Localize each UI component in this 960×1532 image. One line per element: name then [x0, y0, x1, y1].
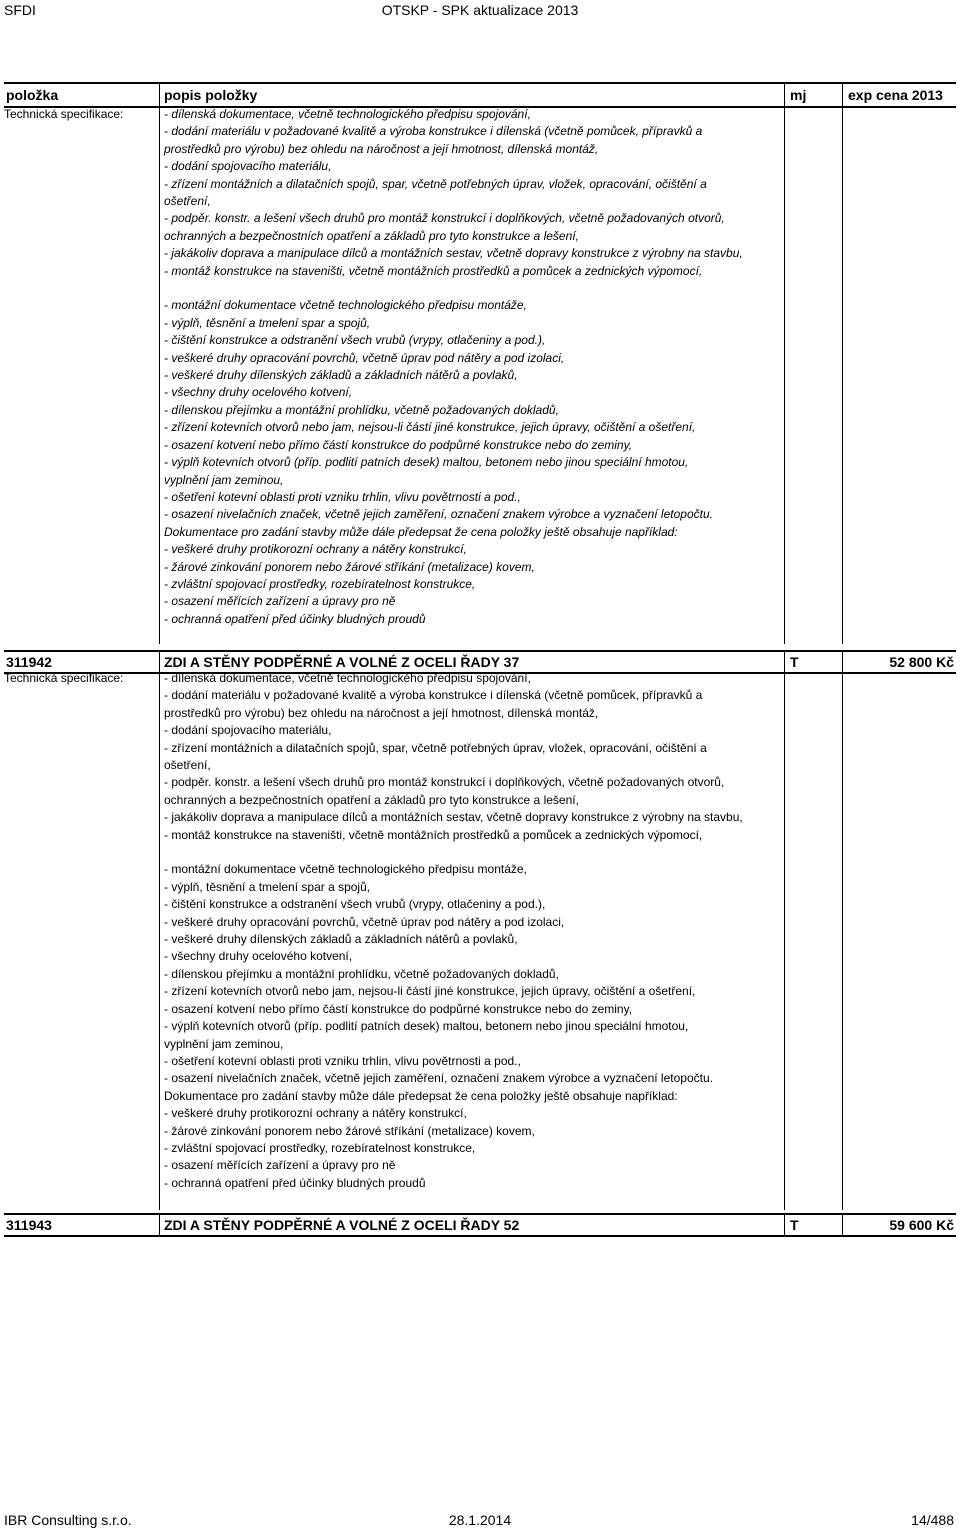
spec-line: ochranných a bezpečnostních opatření a základů pro tyto konstrukce a lešení,	[164, 792, 579, 807]
col-mj: mj	[790, 87, 807, 103]
spec-line: - všechny druhy ocelového kotvení,	[164, 949, 353, 964]
col-divider	[842, 84, 843, 106]
spec-line: - osazení měřících zařízení a úpravy pro ně	[164, 594, 396, 609]
spec-line	[164, 844, 780, 861]
spec-line: - veškeré druhy dílenských základů a základních nátěrů a povlaků,	[164, 932, 518, 947]
spec-line: - dodání materiálu v požadované kvalitě a výroba konstrukce i dílenská (včetně pomůcek, přípravků a	[164, 688, 703, 703]
item-price: 52 800 Kč	[889, 654, 954, 670]
spec-line: - veškeré druhy protikorozní ochrany a nátěry konstrukcí,	[164, 1106, 467, 1121]
item-code: 311943	[6, 1217, 52, 1233]
spec-line: Dokumentace pro zadání stavby může dále předepsat že cena položky ještě obsahuje například:	[164, 524, 678, 539]
spec-line: - montáž konstrukce na staveništi, včetně montážních prostředků a pomůcek a zednických výpomocí,	[164, 263, 703, 278]
page-header	[0, 0, 960, 22]
col-divider	[159, 104, 160, 644]
item-name: ZDI A STĚNY PODPĚRNÉ A VOLNÉ Z OCELI ŘADY 37	[164, 654, 520, 670]
spec-line: prostředků pro výrobu) bez ohledu na náročnost a její hmotnost, dílenská montáž,	[164, 141, 599, 156]
spec-text-block	[164, 106, 780, 628]
spec-line: - zřízení montážních a dilatačních spojů, spar, včetně potřebných úprav, vložek, opracování, očištění a	[164, 176, 707, 191]
col-divider	[784, 674, 785, 1210]
spec-line: - ošetření kotevní oblasti proti vzniku trhlin, vlivu povětrnosti a pod.,	[164, 489, 521, 504]
spec-line: - výplň, těsnění a tmelení spar a spojů,	[164, 879, 371, 894]
item-name: ZDI A STĚNY PODPĚRNÉ A VOLNÉ Z OCELI ŘADY 52	[164, 1217, 520, 1233]
header-org: SFDI	[4, 2, 36, 18]
col-divider	[842, 104, 843, 644]
page-footer	[0, 1512, 960, 1532]
spec-line: - zvláštní spojovací prostředky, rozebíratelnost konstrukce,	[164, 576, 476, 591]
spec-line: - jakákoliv doprava a manipulace dílců a montážních sestav, včetně dopravy konstrukce z výrobny na stavbu,	[164, 246, 743, 261]
spec-line: - dílenská dokumentace, včetně technologického předpisu spojování,	[164, 671, 531, 685]
spec-line: - osazení nivelačních značek, včetně jejich zaměření, označení znakem výrobce a vyznačení letopočtu.	[164, 507, 713, 522]
header-title: OTSKP - SPK aktualizace 2013	[381, 2, 579, 18]
spec-line: - výplň, těsnění a tmelení spar a spojů,	[164, 315, 371, 330]
spec-line: - zřízení kotevních otvorů nebo jam, nejsou-li částí jiné konstrukce, jejich úpravy, očištění a ošetření,	[164, 984, 696, 999]
spec-line: - veškeré druhy dílenských základů a základních nátěrů a povlaků,	[164, 368, 518, 383]
spec-line: - ochranná opatření před účinky bludných proudů	[164, 1175, 426, 1190]
col-polozka: položka	[6, 87, 59, 103]
spec-line: - dílenskou přejímku a montážní prohlídku, včetně požadovaných dokladů,	[164, 402, 559, 417]
footer-date: 28.1.2014	[448, 1512, 512, 1528]
spec-line: - žárové zinkování ponorem nebo žárové stříkání (metalizace) kovem,	[164, 559, 535, 574]
spec-line: - zřízení montážních a dilatačních spojů, spar, včetně potřebných úprav, vložek, opracování, očištění a	[164, 740, 707, 755]
spec-line: - veškeré druhy protikorozní ochrany a nátěry konstrukcí,	[164, 542, 467, 557]
spec-line: - čištění konstrukce a odstranění všech vrubů (vrypy, otlačeniny a pod.),	[164, 333, 546, 348]
spec-line: - dodání materiálu v požadované kvalitě a výroba konstrukce i dílenská (včetně pomůcek, přípravků a	[164, 124, 703, 139]
spec-line: vyplnění jam zeminou,	[164, 472, 284, 487]
spec-line: - jakákoliv doprava a manipulace dílců a montážních sestav, včetně dopravy konstrukce z výrobny na stavbu,	[164, 810, 743, 825]
spec-line: - zřízení kotevních otvorů nebo jam, nejsou-li částí jiné konstrukce, jejich úpravy, očištění a ošetření,	[164, 420, 696, 435]
spec-line: - osazení kotvení nebo přímo částí konstrukce do podpůrné konstrukce nebo do zeminy,	[164, 437, 633, 452]
spec-line: - dílenská dokumentace, včetně technologického předpisu spojování,	[164, 107, 531, 121]
spec-line: - výplň kotevních otvorů (příp. podlití patních desek) maltou, betonem nebo jinou speciální hmotou,	[164, 1019, 689, 1034]
spec-line: ošetření,	[164, 194, 211, 209]
spec-line: ochranných a bezpečnostních opatření a základů pro tyto konstrukce a lešení,	[164, 228, 579, 243]
col-popis: popis položky	[164, 87, 258, 103]
spec-line: - osazení měřících zařízení a úpravy pro ně	[164, 1158, 396, 1173]
item-price: 59 600 Kč	[889, 1217, 954, 1233]
spec-line: - dodání spojovacího materiálu,	[164, 723, 332, 738]
spec-line: - všechny druhy ocelového kotvení,	[164, 385, 353, 400]
spec-text-block	[164, 670, 780, 1192]
spec-line: prostředků pro výrobu) bez ohledu na náročnost a její hmotnost, dílenská montáž,	[164, 705, 599, 720]
spec-line: - ošetření kotevní oblasti proti vzniku trhlin, vlivu povětrnosti a pod.,	[164, 1053, 521, 1068]
col-cena: exp cena 2013	[848, 87, 943, 103]
spec-line: - montážní dokumentace včetně technologického předpisu montáže,	[164, 862, 527, 877]
spec-line: - žárové zinkování ponorem nebo žárové stříkání (metalizace) kovem,	[164, 1123, 535, 1138]
col-divider	[784, 84, 785, 106]
footer-company: IBR Consulting s.r.o.	[4, 1512, 132, 1528]
spec-line: - veškeré druhy opracování povrchů, včetně úprav pod nátěry a pod izolaci,	[164, 350, 565, 365]
spec-line: - montáž konstrukce na staveništi, včetně montážních prostředků a pomůcek a zednických výpomocí,	[164, 827, 703, 842]
spec-line: - veškeré druhy opracování povrchů, včetně úprav pod nátěry a pod izolaci,	[164, 914, 565, 929]
spec-line: - osazení kotvení nebo přímo částí konstrukce do podpůrné konstrukce nebo do zeminy,	[164, 1001, 633, 1016]
col-divider	[159, 84, 160, 106]
item-unit: T	[790, 1217, 799, 1233]
spec-line: - zvláštní spojovací prostředky, rozebíratelnost konstrukce,	[164, 1140, 476, 1155]
spec-line: - dodání spojovacího materiálu,	[164, 159, 332, 174]
footer-page-number: 14/488	[911, 1512, 954, 1528]
spec-label: Technická specifikace:	[4, 107, 124, 121]
spec-line	[164, 280, 780, 297]
spec-line: - montážní dokumentace včetně technologického předpisu montáže,	[164, 298, 527, 313]
col-divider	[842, 674, 843, 1210]
spec-line: - podpěr. konstr. a lešení všech druhů pro montáž konstrukcí i doplňkových, včetně požadovaných otvorů,	[164, 775, 725, 790]
spec-label: Technická specifikace:	[4, 671, 124, 685]
column-header-row	[4, 82, 956, 108]
spec-line: - osazení nivelačních značek, včetně jejich zaměření, označení znakem výrobce a vyznačení letopočtu.	[164, 1071, 713, 1086]
spec-line: - výplň kotevních otvorů (příp. podlití patních desek) maltou, betonem nebo jinou speciální hmotou,	[164, 455, 689, 470]
spec-line: - ochranná opatření před účinky bludných proudů	[164, 611, 426, 626]
spec-line: - dílenskou přejímku a montážní prohlídku, včetně požadovaných dokladů,	[164, 966, 559, 981]
spec-line: - čištění konstrukce a odstranění všech vrubů (vrypy, otlačeniny a pod.),	[164, 897, 546, 912]
spec-line: - podpěr. konstr. a lešení všech druhů pro montáž konstrukcí i doplňkových, včetně požadovaných otvorů,	[164, 211, 725, 226]
item-code: 311942	[6, 654, 52, 670]
item-unit: T	[790, 654, 799, 670]
spec-line: Dokumentace pro zadání stavby může dále předepsat že cena položky ještě obsahuje například:	[164, 1088, 678, 1103]
col-divider	[784, 104, 785, 644]
col-divider	[159, 674, 160, 1210]
spec-line: vyplnění jam zeminou,	[164, 1036, 284, 1051]
table-row-item	[4, 1213, 956, 1237]
spec-line: ošetření,	[164, 758, 211, 773]
